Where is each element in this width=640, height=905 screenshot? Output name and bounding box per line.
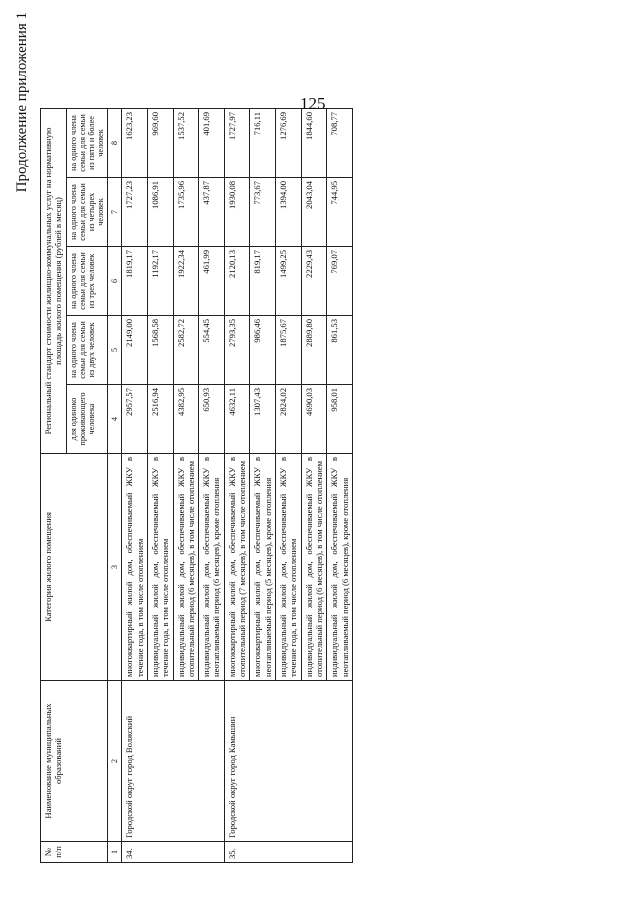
- value-cell: 1727,23: [122, 178, 148, 247]
- value-cell: 1192,17: [147, 247, 173, 316]
- value-cell: 2824,02: [276, 385, 302, 454]
- subheader-family-5plus: на одного члена семьи для семьи из пяти и более человек: [66, 109, 107, 178]
- value-cell: 819,17: [250, 247, 276, 316]
- header-category: Категория жилого помещения: [41, 454, 108, 681]
- col-index: 3: [107, 454, 122, 681]
- col-index: 6: [107, 247, 122, 316]
- col-index: 2: [107, 681, 122, 842]
- value-cell: 437,87: [199, 178, 225, 247]
- value-cell: 2229,43: [301, 247, 327, 316]
- col-index: 7: [107, 178, 122, 247]
- header-municipality: Наименование муниципальных образований: [41, 681, 108, 842]
- subheader-single: для одиноко проживающего человека: [66, 385, 107, 454]
- value-cell: 1727,97: [224, 109, 250, 178]
- value-cell: 1922,34: [173, 247, 199, 316]
- value-cell: 986,46: [250, 316, 276, 385]
- category-cell: многоквартирный жилой дом, обеспечиваемый ЖКУ в отопительный период (7 месяцев), в том числе отоплением: [224, 454, 250, 681]
- value-cell: 2120,13: [224, 247, 250, 316]
- col-index: 1: [107, 842, 122, 863]
- value-cell: 1844,60: [301, 109, 327, 178]
- subheader-family-3: на одного члена семьи для семьи из трех человек: [66, 247, 107, 316]
- category-cell: индивидуальный жилой дом, обеспечиваемый ЖКУ в отопительный период (6 месяцев), в том числе отоплением: [301, 454, 327, 681]
- subheader-family-2: на одного члена семьи для семьи из двух человек: [66, 316, 107, 385]
- col-index: 5: [107, 316, 122, 385]
- value-cell: 1930,08: [224, 178, 250, 247]
- value-cell: 554,45: [199, 316, 225, 385]
- category-cell: многоквартирный жилой дом, обеспечиваемый ЖКУ в течение года, в том числе отоплением: [122, 454, 148, 681]
- col-index: 8: [107, 109, 122, 178]
- value-cell: 1819,17: [122, 247, 148, 316]
- value-cell: 958,01: [327, 385, 353, 454]
- municipality-name: Городской округ город Камышин: [224, 681, 352, 842]
- value-cell: 773,67: [250, 178, 276, 247]
- value-cell: 4382,95: [173, 385, 199, 454]
- value-cell: 1499,25: [276, 247, 302, 316]
- category-cell: многоквартирный жилой дом, обеспечиваемый ЖКУ в неотапливаемый период (5 месяцев), кроме отопления: [250, 454, 276, 681]
- category-cell: индивидуальный жилой дом, обеспечиваемый ЖКУ в неотапливаемый период (6 месяцев), кроме отопления: [327, 454, 353, 681]
- value-cell: 861,53: [327, 316, 353, 385]
- tariff-table: [40, 108, 353, 863]
- header-num: № п/п: [41, 842, 108, 863]
- value-cell: 2149,00: [122, 316, 148, 385]
- header-regional-standard: Региональный стандарт стоимости жилищно-коммунальных услуг на нормативную площадь жилого помещения (рублей в месяц): [41, 109, 67, 454]
- value-cell: 969,60: [147, 109, 173, 178]
- value-cell: 4632,11: [224, 385, 250, 454]
- value-cell: 1568,58: [147, 316, 173, 385]
- value-cell: 1307,43: [250, 385, 276, 454]
- value-cell: 2582,72: [173, 316, 199, 385]
- page-number: 125: [300, 94, 326, 113]
- value-cell: 650,93: [199, 385, 225, 454]
- value-cell: 2043,04: [301, 178, 327, 247]
- value-cell: 708,77: [327, 109, 353, 178]
- row-number: 35.: [224, 842, 352, 863]
- value-cell: 744,95: [327, 178, 353, 247]
- table-row: [122, 109, 148, 863]
- value-cell: 1086,91: [147, 178, 173, 247]
- value-cell: 2957,57: [122, 385, 148, 454]
- value-cell: 1537,52: [173, 109, 199, 178]
- category-cell: индивидуальный жилой дом, обеспечиваемый ЖКУ в отопительный период (6 месяцев), в том числе отоплением: [173, 454, 199, 681]
- value-cell: 1394,00: [276, 178, 302, 247]
- value-cell: 716,11: [250, 109, 276, 178]
- value-cell: 461,99: [199, 247, 225, 316]
- col-index: 4: [107, 385, 122, 454]
- value-cell: 1276,69: [276, 109, 302, 178]
- category-cell: индивидуальный жилой дом, обеспечиваемый ЖКУ в течение года, в том числе отоплением: [276, 454, 302, 681]
- value-cell: 2516,94: [147, 385, 173, 454]
- value-cell: 1735,96: [173, 178, 199, 247]
- appendix-title: Продолжение приложения 1: [14, 12, 30, 193]
- municipality-name: Городской округ город Волжский: [122, 681, 225, 842]
- subheader-family-4: на одного члена семьи для семьи из четырех человек: [66, 178, 107, 247]
- category-cell: индивидуальный жилой дом, обеспечиваемый ЖКУ в неотапливаемый период (6 месяцев), кроме отопления: [199, 454, 225, 681]
- value-cell: 401,69: [199, 109, 225, 178]
- value-cell: 1623,23: [122, 109, 148, 178]
- value-cell: 4690,03: [301, 385, 327, 454]
- table-row: [224, 109, 250, 863]
- value-cell: 2793,35: [224, 316, 250, 385]
- value-cell: 2889,80: [301, 316, 327, 385]
- category-cell: индивидуальный жилой дом, обеспечиваемый ЖКУ в течение года, в том числе отоплением: [147, 454, 173, 681]
- row-number: 34.: [122, 842, 225, 863]
- value-cell: 769,07: [327, 247, 353, 316]
- value-cell: 1875,67: [276, 316, 302, 385]
